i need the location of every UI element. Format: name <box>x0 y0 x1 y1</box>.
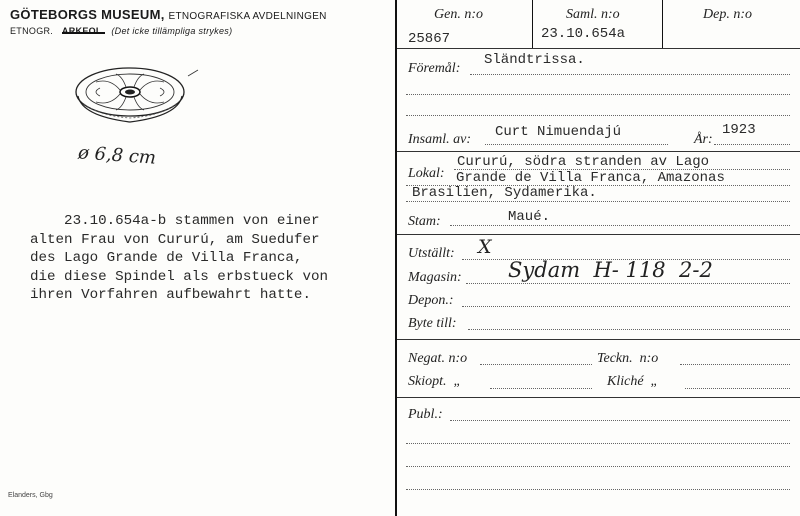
lokal-line-1 <box>454 169 790 170</box>
lokal-line-3 <box>406 201 790 202</box>
negat-label: Negat. n:o <box>408 351 468 366</box>
insaml-value: Curt Nimuendajú <box>495 124 622 140</box>
foremal-label: Föremål: <box>408 61 461 76</box>
byte-label: Byte till: <box>408 316 457 331</box>
category-arkeol-struck: ARKEOL. <box>61 26 105 36</box>
utstallt-value: X <box>478 236 492 258</box>
byte-line <box>468 329 790 330</box>
divider-saml-dep <box>662 0 663 48</box>
publ-line-1 <box>450 420 790 421</box>
gen-value: 25867 <box>408 31 451 47</box>
rule-top <box>397 48 800 49</box>
category-line <box>10 26 232 36</box>
negat-line <box>480 364 592 365</box>
diameter-measurement: ø 6,8 cm <box>77 142 157 169</box>
lokal-label: Lokal: <box>408 166 445 181</box>
foremal-line-3 <box>406 115 790 116</box>
foremal-line-2 <box>406 94 790 95</box>
magasin-label: Magasin: <box>408 270 462 285</box>
skiopt-label: Skiopt. „ <box>408 374 462 389</box>
kliche-line <box>685 388 790 389</box>
strike-note: (Det icke tillämpliga strykes) <box>111 26 233 36</box>
publ-label: Publ.: <box>408 407 443 422</box>
utstallt-label: Utställt: <box>408 246 455 261</box>
skiopt-line <box>490 388 592 389</box>
rule-skiopt <box>397 397 800 398</box>
publ-line-2 <box>406 443 790 444</box>
divider-main <box>395 0 397 516</box>
stam-line <box>450 225 790 226</box>
insaml-line <box>485 144 668 145</box>
saml-label: Saml. n:o <box>566 7 620 22</box>
insaml-label: Insaml. av: <box>408 132 471 147</box>
provenance-note: 23.10.654a-b stammen von einer alten Frau von Cururú, am Suedufer des Lago Grande de Villa Franca, die diese Spindel als erbstueck von ihren Vorfahren aufbewahrt hatte. <box>30 213 328 304</box>
lokal-value: Cururú, södra stranden av Lago Grande de Villa Franca, Amazonas Brasilien, Sydamerika. <box>412 154 725 201</box>
depon-label: Depon.: <box>408 293 454 308</box>
kliche-label: Kliché „ <box>607 374 659 389</box>
ar-label: År: <box>694 132 713 147</box>
rule-stam <box>397 234 800 235</box>
foremal-line <box>470 74 790 75</box>
saml-value: 23.10.654a <box>541 26 626 42</box>
ar-value: 1923 <box>722 122 756 138</box>
gen-label: Gen. n:o <box>434 7 483 22</box>
category-etnogr: ETNOGR. <box>10 26 54 36</box>
publ-line-3 <box>406 466 790 467</box>
foremal-value: Sländtrissa. <box>484 52 585 68</box>
lokal-line-2 <box>406 185 790 186</box>
printer-mark: Elanders, Gbg <box>8 492 53 499</box>
stam-value: Maué. <box>508 209 551 225</box>
rule-insaml <box>397 151 800 152</box>
rule-byte <box>397 339 800 340</box>
museum-name: GÖTEBORGS MUSEUM, ETNOGRAFISKA AVDELNINGEN <box>10 7 327 22</box>
ar-line <box>714 144 790 145</box>
teckn-label: Teckn. n:o <box>597 351 659 366</box>
teckn-line <box>680 364 790 365</box>
magasin-line <box>466 283 790 284</box>
spindle-whorl-drawing <box>70 60 210 140</box>
magasin-value: Sydam H- 118 2-2 <box>508 258 713 282</box>
stam-label: Stam: <box>408 214 441 229</box>
divider-gen-saml <box>532 0 533 48</box>
publ-line-4 <box>406 489 790 490</box>
depon-line <box>462 306 790 307</box>
department-name: ETNOGRAFISKA AVDELNINGEN <box>168 11 327 22</box>
dep-label: Dep. n:o <box>703 7 752 22</box>
